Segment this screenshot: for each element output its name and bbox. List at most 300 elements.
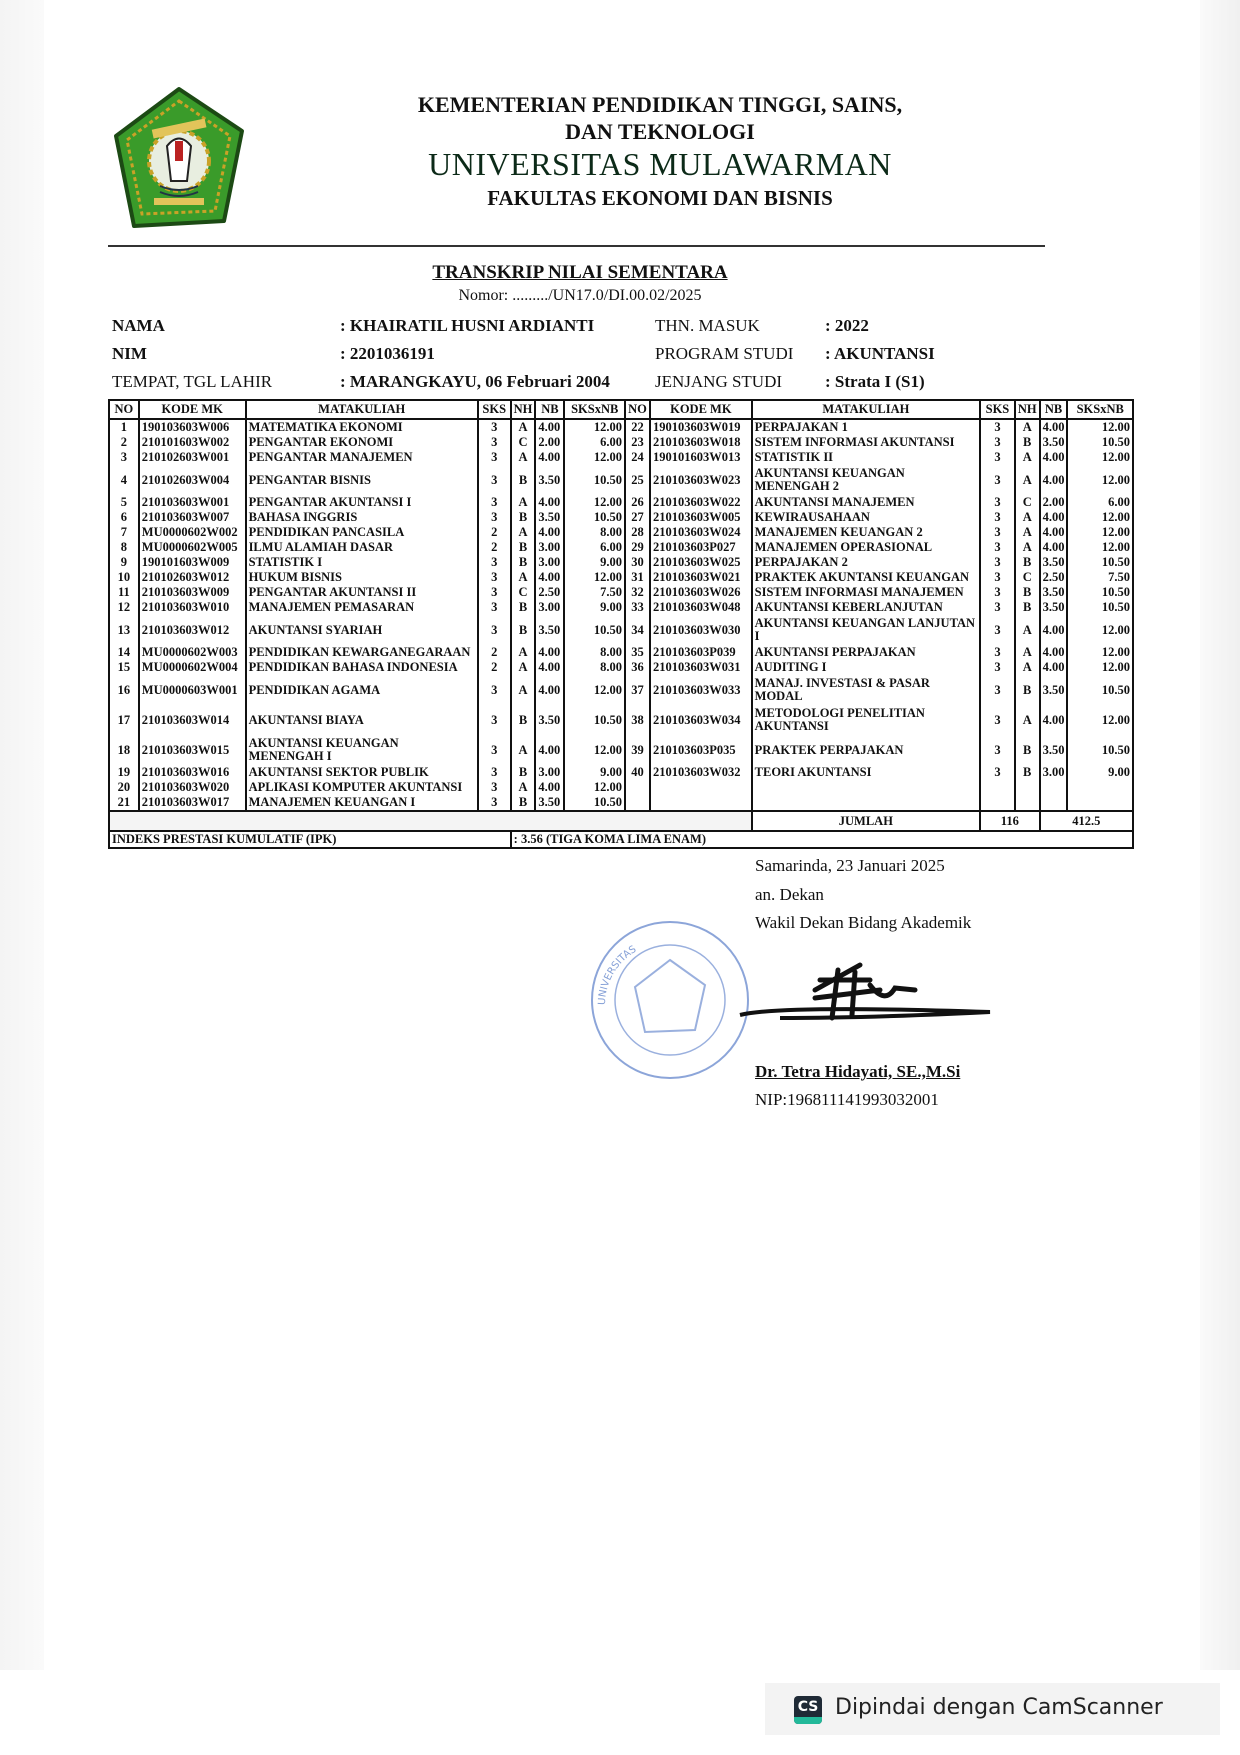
cell-sks: 3 bbox=[980, 675, 1015, 705]
cell-sks: 3 bbox=[980, 540, 1015, 555]
header-nh: NH bbox=[511, 400, 536, 419]
cell-sks: 3 bbox=[478, 555, 511, 570]
masuk-value: : 2022 bbox=[825, 316, 869, 335]
cell-no bbox=[625, 795, 650, 811]
cell-nh: A bbox=[1015, 540, 1040, 555]
cell-kode-mk: 210103603W023 bbox=[650, 465, 752, 495]
cell-matakuliah bbox=[752, 795, 980, 811]
header-matakuliah: MATAKULIAH bbox=[752, 400, 980, 419]
cell-sks: 3 bbox=[478, 570, 511, 585]
header-nb: NB bbox=[1040, 400, 1068, 419]
jenjang-value: : Strata I (S1) bbox=[825, 372, 925, 391]
cell-no: 14 bbox=[109, 645, 139, 660]
cell-kode-mk: MU0000603W001 bbox=[139, 675, 246, 705]
cell-sksxnb: 12.00 bbox=[564, 735, 625, 765]
cell-sksxnb: 12.00 bbox=[1067, 615, 1133, 645]
cell-kode-mk: 210103603W030 bbox=[650, 615, 752, 645]
table-row bbox=[109, 450, 1133, 465]
cell-sks: 3 bbox=[980, 570, 1015, 585]
cell-nb: 3.50 bbox=[1040, 675, 1068, 705]
cell-sksxnb: 12.00 bbox=[1067, 705, 1133, 735]
cell-kode-mk: MU0000602W002 bbox=[139, 525, 246, 540]
cell-sks: 3 bbox=[980, 660, 1015, 675]
cell-sks: 3 bbox=[980, 465, 1015, 495]
cell-sks: 3 bbox=[980, 419, 1015, 435]
cell-matakuliah: AKUNTANSI KEUANGAN MENENGAH 2 bbox=[752, 465, 980, 495]
cell-sksxnb: 12.00 bbox=[1067, 660, 1133, 675]
cell-sksxnb: 10.50 bbox=[1067, 675, 1133, 705]
cell-no: 25 bbox=[625, 465, 650, 495]
cell-nh: B bbox=[1015, 675, 1040, 705]
cell-no: 20 bbox=[109, 780, 139, 795]
cell-kode-mk: 210103603W012 bbox=[139, 615, 246, 645]
cell-sksxnb: 10.50 bbox=[564, 795, 625, 811]
cell-sks: 3 bbox=[478, 675, 511, 705]
cell-nh: A bbox=[511, 645, 536, 660]
cell-no: 16 bbox=[109, 675, 139, 705]
table-row bbox=[109, 465, 1133, 495]
cell-sksxnb: 8.00 bbox=[564, 645, 625, 660]
cell-nh: B bbox=[1015, 735, 1040, 765]
cell-nb: 2.00 bbox=[535, 435, 564, 450]
faculty-name: FAKULTAS EKONOMI DAN BISNIS bbox=[487, 186, 833, 210]
header-no: NO bbox=[109, 400, 139, 419]
transcript-table bbox=[108, 399, 1134, 849]
ipk-row bbox=[109, 831, 1133, 848]
cell-matakuliah: PERPAJAKAN 2 bbox=[752, 555, 980, 570]
camscanner-text: Dipindai dengan CamScanner bbox=[835, 1695, 1163, 1720]
cell-kode-mk: 210103603W009 bbox=[139, 585, 246, 600]
cell-sks: 2 bbox=[478, 645, 511, 660]
place-date: Samarinda, 23 Januari 2025 bbox=[755, 856, 945, 875]
cell-kode-mk: 210103603W016 bbox=[139, 765, 246, 780]
cell-sks: 2 bbox=[478, 660, 511, 675]
jumlah-row bbox=[109, 811, 1133, 831]
nim-value: : 2201036191 bbox=[340, 344, 435, 363]
cell-nb: 3.50 bbox=[1040, 435, 1068, 450]
cell-nh bbox=[1015, 780, 1040, 795]
table-row bbox=[109, 525, 1133, 540]
cell-matakuliah: PENGANTAR EKONOMI bbox=[246, 435, 478, 450]
university-name: UNIVERSITAS MULAWARMAN bbox=[428, 146, 892, 182]
cell-sksxnb: 6.00 bbox=[1067, 495, 1133, 510]
cell-sksxnb: 12.00 bbox=[564, 675, 625, 705]
cell-matakuliah: PENDIDIKAN AGAMA bbox=[246, 675, 478, 705]
camscanner-logo-text: CS bbox=[797, 1699, 819, 1715]
cell-sks: 3 bbox=[980, 435, 1015, 450]
cell-nb: 4.00 bbox=[1040, 705, 1068, 735]
cell-sks: 3 bbox=[980, 525, 1015, 540]
cell-no: 8 bbox=[109, 540, 139, 555]
cell-matakuliah: APLIKASI KOMPUTER AKUNTANSI bbox=[246, 780, 478, 795]
cell-sks: 3 bbox=[478, 735, 511, 765]
table-row bbox=[109, 570, 1133, 585]
cell-no: 19 bbox=[109, 765, 139, 780]
table-row bbox=[109, 495, 1133, 510]
cell-nb: 4.00 bbox=[1040, 645, 1068, 660]
cell-sks: 3 bbox=[980, 450, 1015, 465]
cell-matakuliah: SISTEM INFORMASI MANAJEMEN bbox=[752, 585, 980, 600]
cell-nb: 3.00 bbox=[1040, 765, 1068, 780]
cell-kode-mk: 190103603W006 bbox=[139, 419, 246, 435]
cell-matakuliah: AKUNTANSI KEBERLANJUTAN bbox=[752, 600, 980, 615]
cell-kode-mk: 210103603W026 bbox=[650, 585, 752, 600]
cell-kode-mk: 210103603W020 bbox=[139, 780, 246, 795]
cell-nh: A bbox=[511, 735, 536, 765]
signer-nip: NIP:196811141993032001 bbox=[755, 1090, 939, 1109]
cell-nh: A bbox=[511, 419, 536, 435]
cell-no: 39 bbox=[625, 735, 650, 765]
cell-nb: 4.00 bbox=[1040, 615, 1068, 645]
cell-sksxnb: 8.00 bbox=[564, 525, 625, 540]
cell-sksxnb bbox=[1067, 795, 1133, 811]
cell-nh: A bbox=[1015, 615, 1040, 645]
cell-kode-mk: 210103603P035 bbox=[650, 735, 752, 765]
cell-sksxnb: 8.00 bbox=[564, 660, 625, 675]
cell-no: 33 bbox=[625, 600, 650, 615]
cell-nh: A bbox=[511, 675, 536, 705]
cell-nb: 4.00 bbox=[535, 570, 564, 585]
cell-no: 29 bbox=[625, 540, 650, 555]
cell-nh: A bbox=[511, 570, 536, 585]
cell-matakuliah: PENDIDIKAN KEWARGANEGARAAN bbox=[246, 645, 478, 660]
cell-sks: 3 bbox=[478, 419, 511, 435]
cell-no: 34 bbox=[625, 615, 650, 645]
cell-kode-mk: 210103603W034 bbox=[650, 705, 752, 735]
cell-no: 10 bbox=[109, 570, 139, 585]
cell-kode-mk: 210103603W017 bbox=[139, 795, 246, 811]
prodi-label: PROGRAM STUDI bbox=[655, 344, 794, 363]
cell-sksxnb: 10.50 bbox=[1067, 585, 1133, 600]
cell-sksxnb: 12.00 bbox=[1067, 510, 1133, 525]
cell-nb: 3.50 bbox=[535, 705, 564, 735]
cell-matakuliah: MANAJ. INVESTASI & PASAR MODAL bbox=[752, 675, 980, 705]
cell-matakuliah: MANAJEMEN OPERASIONAL bbox=[752, 540, 980, 555]
cell-nb: 4.00 bbox=[535, 675, 564, 705]
cell-sks: 3 bbox=[478, 615, 511, 645]
header-kode-mk: KODE MK bbox=[650, 400, 752, 419]
cell-sksxnb: 6.00 bbox=[564, 540, 625, 555]
cell-sks: 3 bbox=[980, 645, 1015, 660]
cell-matakuliah: PENDIDIKAN PANCASILA bbox=[246, 525, 478, 540]
cell-no bbox=[625, 780, 650, 795]
table-row bbox=[109, 585, 1133, 600]
cell-sks: 3 bbox=[478, 795, 511, 811]
cell-kode-mk: 190101603W009 bbox=[139, 555, 246, 570]
cell-matakuliah: HUKUM BISNIS bbox=[246, 570, 478, 585]
jenjang-label: JENJANG STUDI bbox=[655, 372, 783, 391]
cell-matakuliah: PENDIDIKAN BAHASA INDONESIA bbox=[246, 660, 478, 675]
cell-no: 1 bbox=[109, 419, 139, 435]
cell-no: 40 bbox=[625, 765, 650, 780]
cell-sksxnb: 12.00 bbox=[564, 780, 625, 795]
cell-no: 32 bbox=[625, 585, 650, 600]
cell-matakuliah: KEWIRAUSAHAAN bbox=[752, 510, 980, 525]
table-row bbox=[109, 600, 1133, 615]
header-divider bbox=[108, 245, 1045, 247]
cell-kode-mk: 190101603W013 bbox=[650, 450, 752, 465]
university-logo bbox=[112, 86, 247, 231]
cell-sksxnb: 12.00 bbox=[1067, 419, 1133, 435]
cell-sks: 3 bbox=[980, 705, 1015, 735]
cell-nb: 4.00 bbox=[535, 450, 564, 465]
cell-matakuliah: AKUNTANSI PERPAJAKAN bbox=[752, 645, 980, 660]
table-row bbox=[109, 780, 1133, 795]
cell-no: 2 bbox=[109, 435, 139, 450]
cell-matakuliah: AUDITING I bbox=[752, 660, 980, 675]
cell-nb: 3.00 bbox=[535, 765, 564, 780]
cell-nb: 3.50 bbox=[535, 615, 564, 645]
cell-sks: 3 bbox=[980, 510, 1015, 525]
ttl-label: TEMPAT, TGL LAHIR bbox=[112, 372, 273, 391]
prodi-value: : AKUNTANSI bbox=[825, 344, 935, 363]
cell-sksxnb: 10.50 bbox=[564, 465, 625, 495]
cell-sks: 3 bbox=[980, 735, 1015, 765]
nim-label: NIM bbox=[112, 344, 147, 363]
cell-kode-mk: 210103603W018 bbox=[650, 435, 752, 450]
cell-kode-mk: MU0000602W004 bbox=[139, 660, 246, 675]
cell-nb: 4.00 bbox=[1040, 660, 1068, 675]
total-sksxnb: 412.5 bbox=[1040, 811, 1133, 831]
cell-no: 6 bbox=[109, 510, 139, 525]
cell-nh: A bbox=[1015, 705, 1040, 735]
cell-matakuliah: SISTEM INFORMASI AKUNTANSI bbox=[752, 435, 980, 450]
cell-sks: 3 bbox=[478, 705, 511, 735]
cell-nb: 4.00 bbox=[1040, 419, 1068, 435]
cell-no: 38 bbox=[625, 705, 650, 735]
cell-kode-mk: 210103603W032 bbox=[650, 765, 752, 780]
cell-kode-mk: 210103603W022 bbox=[650, 495, 752, 510]
cell-matakuliah: MANAJEMEN KEUANGAN I bbox=[246, 795, 478, 811]
cell-kode-mk: 210103603W005 bbox=[650, 510, 752, 525]
cell-matakuliah: PERPAJAKAN 1 bbox=[752, 419, 980, 435]
cell-sks: 3 bbox=[980, 495, 1015, 510]
cell-nh: B bbox=[511, 615, 536, 645]
cell-matakuliah: AKUNTANSI KEUANGAN MENENGAH I bbox=[246, 735, 478, 765]
cell-no: 30 bbox=[625, 555, 650, 570]
cell-nh: A bbox=[1015, 450, 1040, 465]
cell-nh: B bbox=[511, 600, 536, 615]
cell-sksxnb: 12.00 bbox=[564, 495, 625, 510]
cell-nh: A bbox=[1015, 660, 1040, 675]
cell-nh: A bbox=[1015, 465, 1040, 495]
cell-nh: B bbox=[1015, 765, 1040, 780]
cell-matakuliah: PENGANTAR MANAJEMEN bbox=[246, 450, 478, 465]
cell-sksxnb: 9.00 bbox=[564, 765, 625, 780]
cell-nh: C bbox=[1015, 495, 1040, 510]
cell-sks: 3 bbox=[980, 555, 1015, 570]
cell-sks: 3 bbox=[478, 780, 511, 795]
cell-nb: 4.00 bbox=[1040, 510, 1068, 525]
table-row bbox=[109, 660, 1133, 675]
cell-nh: B bbox=[511, 540, 536, 555]
cell-kode-mk: 210101603W002 bbox=[139, 435, 246, 450]
on-behalf: an. Dekan bbox=[755, 885, 824, 904]
cell-no: 23 bbox=[625, 435, 650, 450]
cell-nh: A bbox=[1015, 510, 1040, 525]
cell-nh: B bbox=[1015, 435, 1040, 450]
cell-nb: 3.00 bbox=[535, 555, 564, 570]
header-sks: SKS bbox=[980, 400, 1015, 419]
document-number: Nomor: ........./UN17.0/DI.00.02/2025 bbox=[458, 287, 702, 304]
nama-value: : KHAIRATIL HUSNI ARDIANTI bbox=[340, 316, 595, 335]
table-row bbox=[109, 510, 1133, 525]
cell-nh: A bbox=[1015, 419, 1040, 435]
cell-matakuliah: TEORI AKUNTANSI bbox=[752, 765, 980, 780]
cell-no: 17 bbox=[109, 705, 139, 735]
cell-nh: A bbox=[511, 780, 536, 795]
cell-matakuliah: STATISTIK I bbox=[246, 555, 478, 570]
cell-kode-mk: MU0000602W003 bbox=[139, 645, 246, 660]
table-row bbox=[109, 615, 1133, 645]
cell-matakuliah: AKUNTANSI KEUANGAN LANJUTAN I bbox=[752, 615, 980, 645]
header-matakuliah: MATAKULIAH bbox=[246, 400, 478, 419]
cell-matakuliah: MATEMATIKA EKONOMI bbox=[246, 419, 478, 435]
table-row bbox=[109, 419, 1133, 435]
cell-kode-mk: 210103603P039 bbox=[650, 645, 752, 660]
cell-nb bbox=[1040, 795, 1068, 811]
cell-nb: 3.50 bbox=[1040, 585, 1068, 600]
cell-nh: C bbox=[511, 435, 536, 450]
cell-sksxnb: 10.50 bbox=[564, 615, 625, 645]
cell-nh: C bbox=[511, 585, 536, 600]
cell-sksxnb: 12.00 bbox=[564, 419, 625, 435]
cell-kode-mk: 210103603W001 bbox=[139, 495, 246, 510]
cell-no: 22 bbox=[625, 419, 650, 435]
cell-nh: B bbox=[1015, 600, 1040, 615]
cell-no: 37 bbox=[625, 675, 650, 705]
cell-no: 35 bbox=[625, 645, 650, 660]
cell-nb bbox=[1040, 780, 1068, 795]
signer-name: Dr. Tetra Hidayati, SE.,M.Si bbox=[755, 1062, 961, 1081]
header-sksxnb: SKSxNB bbox=[1067, 400, 1133, 419]
cell-nb: 4.00 bbox=[535, 525, 564, 540]
cell-sksxnb: 10.50 bbox=[564, 510, 625, 525]
cell-sks: 3 bbox=[980, 615, 1015, 645]
cell-kode-mk: MU0000602W005 bbox=[139, 540, 246, 555]
header-nb: NB bbox=[535, 400, 564, 419]
cell-no: 9 bbox=[109, 555, 139, 570]
cell-sks: 2 bbox=[478, 525, 511, 540]
ttl-value: : MARANGKAYU, 06 Februari 2004 bbox=[340, 372, 610, 391]
cell-sksxnb: 9.00 bbox=[1067, 765, 1133, 780]
cell-sks: 3 bbox=[980, 585, 1015, 600]
cell-kode-mk: 210103603W024 bbox=[650, 525, 752, 540]
cell-matakuliah: METODOLOGI PENELITIAN AKUNTANSI bbox=[752, 705, 980, 735]
cell-nh: A bbox=[511, 450, 536, 465]
cell-sks: 3 bbox=[478, 600, 511, 615]
cell-matakuliah: PENGANTAR AKUNTANSI II bbox=[246, 585, 478, 600]
cell-nh: B bbox=[511, 705, 536, 735]
cell-kode-mk: 190103603W019 bbox=[650, 419, 752, 435]
cell-no: 26 bbox=[625, 495, 650, 510]
cell-sksxnb: 10.50 bbox=[1067, 555, 1133, 570]
cell-sks: 3 bbox=[478, 765, 511, 780]
cell-nh: B bbox=[511, 510, 536, 525]
cell-sks: 3 bbox=[478, 510, 511, 525]
cell-nb: 2.00 bbox=[1040, 495, 1068, 510]
masuk-label: THN. MASUK bbox=[655, 316, 760, 335]
cell-sks: 3 bbox=[478, 495, 511, 510]
camscanner-watermark bbox=[765, 1683, 1220, 1735]
header-kode-mk: KODE MK bbox=[139, 400, 246, 419]
cell-nb: 4.00 bbox=[1040, 450, 1068, 465]
cell-sks bbox=[980, 780, 1015, 795]
cell-kode-mk: 210103603W015 bbox=[139, 735, 246, 765]
cell-sks: 3 bbox=[980, 765, 1015, 780]
cell-no: 3 bbox=[109, 450, 139, 465]
cell-sks: 3 bbox=[478, 435, 511, 450]
cell-sksxnb: 10.50 bbox=[1067, 600, 1133, 615]
cell-nb: 4.00 bbox=[535, 780, 564, 795]
cell-matakuliah: STATISTIK II bbox=[752, 450, 980, 465]
cell-no: 21 bbox=[109, 795, 139, 811]
cell-matakuliah: AKUNTANSI MANAJEMEN bbox=[752, 495, 980, 510]
cell-nb: 4.00 bbox=[1040, 465, 1068, 495]
cell-sksxnb: 6.00 bbox=[564, 435, 625, 450]
cell-nb: 3.50 bbox=[535, 465, 564, 495]
cell-sksxnb: 12.00 bbox=[564, 570, 625, 585]
cell-kode-mk: 210103603W010 bbox=[139, 600, 246, 615]
cell-sksxnb: 12.00 bbox=[1067, 525, 1133, 540]
cell-no: 11 bbox=[109, 585, 139, 600]
ministry-line-2: DAN TEKNOLOGI bbox=[565, 119, 755, 144]
cell-nb: 3.50 bbox=[1040, 600, 1068, 615]
blank-cell bbox=[109, 811, 752, 831]
cell-nb: 4.00 bbox=[535, 660, 564, 675]
cell-matakuliah: AKUNTANSI SEKTOR PUBLIK bbox=[246, 765, 478, 780]
cell-nh bbox=[1015, 795, 1040, 811]
table-row bbox=[109, 795, 1133, 811]
cell-sksxnb: 9.00 bbox=[564, 555, 625, 570]
cell-nh: A bbox=[511, 495, 536, 510]
cell-no: 15 bbox=[109, 660, 139, 675]
cell-sksxnb: 12.00 bbox=[1067, 645, 1133, 660]
cell-matakuliah: PENGANTAR BISNIS bbox=[246, 465, 478, 495]
cell-sks: 3 bbox=[478, 465, 511, 495]
cell-nb: 4.00 bbox=[535, 495, 564, 510]
scan-edge-left bbox=[0, 0, 44, 1670]
cell-nb: 4.00 bbox=[535, 419, 564, 435]
cell-sksxnb: 10.50 bbox=[1067, 435, 1133, 450]
cell-matakuliah: AKUNTANSI BIAYA bbox=[246, 705, 478, 735]
ipk-value: : 3.56 (TIGA KOMA LIMA ENAM) bbox=[511, 831, 1133, 848]
cell-no: 36 bbox=[625, 660, 650, 675]
cell-nb: 4.00 bbox=[535, 735, 564, 765]
table-header-row bbox=[109, 400, 1133, 419]
cell-kode-mk: 210103603W014 bbox=[139, 705, 246, 735]
cell-sksxnb bbox=[1067, 780, 1133, 795]
cell-matakuliah bbox=[752, 780, 980, 795]
document-title: TRANSKRIP NILAI SEMENTARA bbox=[432, 262, 728, 283]
cell-no: 28 bbox=[625, 525, 650, 540]
table-row bbox=[109, 645, 1133, 660]
cell-sksxnb: 12.00 bbox=[1067, 465, 1133, 495]
cell-nb: 2.50 bbox=[1040, 570, 1068, 585]
table-row bbox=[109, 555, 1133, 570]
camscanner-logo-icon bbox=[794, 1696, 822, 1724]
header-nh: NH bbox=[1015, 400, 1040, 419]
cell-matakuliah: MANAJEMEN KEUANGAN 2 bbox=[752, 525, 980, 540]
cell-nb: 4.00 bbox=[1040, 525, 1068, 540]
cell-nh: B bbox=[511, 555, 536, 570]
jumlah-label: JUMLAH bbox=[752, 811, 980, 831]
cell-nb: 3.00 bbox=[535, 540, 564, 555]
cell-no: 24 bbox=[625, 450, 650, 465]
cell-sks bbox=[980, 795, 1015, 811]
cell-sks: 2 bbox=[478, 540, 511, 555]
table-row bbox=[109, 435, 1133, 450]
